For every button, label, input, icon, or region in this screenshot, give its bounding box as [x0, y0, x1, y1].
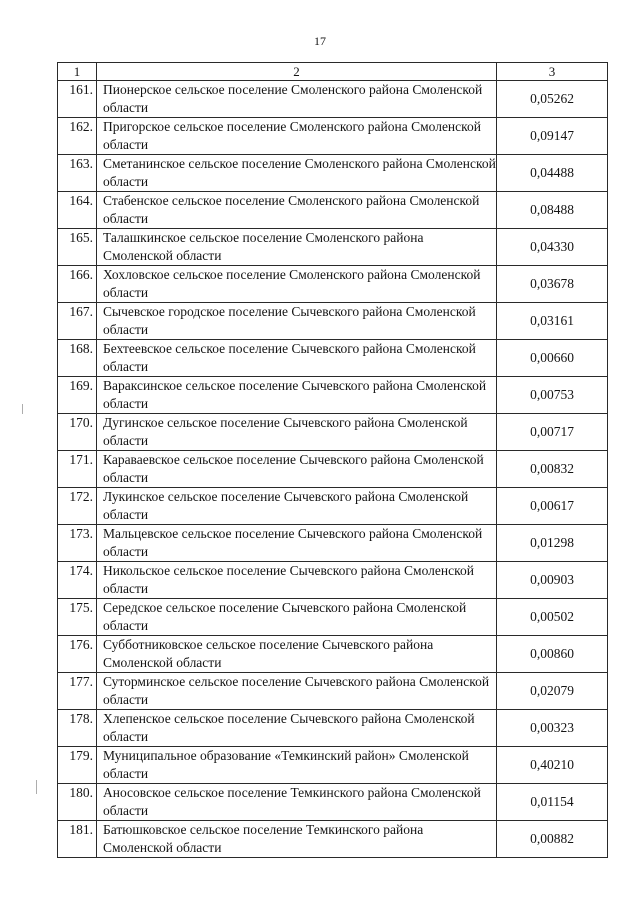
- settlement-name: Талашкинское сельское поселение Смоленского района Смоленской области: [97, 229, 497, 266]
- settlement-name: Хохловское сельское поселение Смоленского района Смоленской области: [97, 266, 497, 303]
- row-number: 178.: [58, 710, 97, 747]
- coefficient-value: 0,03161: [497, 303, 608, 340]
- coefficient-value: 0,00323: [497, 710, 608, 747]
- row-number: 181.: [58, 821, 97, 858]
- row-number: 162.: [58, 118, 97, 155]
- row-number: 167.: [58, 303, 97, 340]
- settlement-name: Караваевское сельское поселение Сычевского района Смоленской области: [97, 451, 497, 488]
- table-row: [58, 266, 608, 303]
- coefficient-value: 0,01298: [497, 525, 608, 562]
- settlement-name: Пригорское сельское поселение Смоленского района Смоленской области: [97, 118, 497, 155]
- row-number: 163.: [58, 155, 97, 192]
- coefficient-value: 0,00717: [497, 414, 608, 451]
- settlement-name: Бехтеевское сельское поселение Сычевского района Смоленской области: [97, 340, 497, 377]
- table-row: [58, 488, 608, 525]
- coefficient-value: 0,04330: [497, 229, 608, 266]
- page-number: 17: [314, 34, 326, 48]
- table-row: [58, 155, 608, 192]
- settlement-name: Суторминское сельское поселение Сычевского района Смоленской области: [97, 673, 497, 710]
- table-row: [58, 636, 608, 673]
- row-number: 168.: [58, 340, 97, 377]
- table-row: [58, 525, 608, 562]
- coefficient-value: 0,00617: [497, 488, 608, 525]
- coefficient-value: 0,00832: [497, 451, 608, 488]
- row-number: 179.: [58, 747, 97, 784]
- settlement-name: Мальцевское сельское поселение Сычевского района Смоленской области: [97, 525, 497, 562]
- row-number: 161.: [58, 81, 97, 118]
- column-header-number: 1: [58, 63, 97, 81]
- row-number: 175.: [58, 599, 97, 636]
- table-row: [58, 192, 608, 229]
- row-number: 169.: [58, 377, 97, 414]
- table-row: [58, 303, 608, 340]
- settlement-name: Батюшковское сельское поселение Темкинского района Смоленской области: [97, 821, 497, 858]
- coefficient-value: 0,02079: [497, 673, 608, 710]
- row-number: 166.: [58, 266, 97, 303]
- settlement-name: Лукинское сельское поселение Сычевского района Смоленской области: [97, 488, 497, 525]
- coefficient-value: 0,03678: [497, 266, 608, 303]
- table-header-row: [58, 63, 608, 81]
- settlement-name: Сметанинское сельское поселение Смоленского района Смоленской области: [97, 155, 497, 192]
- row-number: 165.: [58, 229, 97, 266]
- coefficient-value: 0,00860: [497, 636, 608, 673]
- row-number: 171.: [58, 451, 97, 488]
- settlement-name: Сычевское городское поселение Сычевского района Смоленской области: [97, 303, 497, 340]
- scan-mark: [36, 780, 37, 794]
- coefficient-value: 0,08488: [497, 192, 608, 229]
- row-number: 164.: [58, 192, 97, 229]
- row-number: 173.: [58, 525, 97, 562]
- row-number: 172.: [58, 488, 97, 525]
- table-row: [58, 377, 608, 414]
- table-row: [58, 451, 608, 488]
- settlement-name: Пионерское сельское поселение Смоленского района Смоленской области: [97, 81, 497, 118]
- column-header-value: 3: [497, 63, 608, 81]
- coefficient-value: 0,00882: [497, 821, 608, 858]
- table-row: [58, 414, 608, 451]
- settlement-name: Хлепенское сельское поселение Сычевского района Смоленской области: [97, 710, 497, 747]
- table-row: [58, 118, 608, 155]
- settlement-name: Аносовское сельское поселение Темкинского района Смоленской области: [97, 784, 497, 821]
- coefficient-value: 0,09147: [497, 118, 608, 155]
- settlement-name: Субботниковское сельское поселение Сычевского района Смоленской области: [97, 636, 497, 673]
- table-row: [58, 340, 608, 377]
- table-row: [58, 562, 608, 599]
- settlement-name: Стабенское сельское поселение Смоленского района Смоленской области: [97, 192, 497, 229]
- table-row: [58, 229, 608, 266]
- table-row: [58, 673, 608, 710]
- settlements-table: [57, 62, 608, 858]
- coefficient-value: 0,05262: [497, 81, 608, 118]
- row-number: 177.: [58, 673, 97, 710]
- coefficient-value: 0,00903: [497, 562, 608, 599]
- table-row: [58, 81, 608, 118]
- row-number: 180.: [58, 784, 97, 821]
- settlement-name: Вараксинское сельское поселение Сычевского района Смоленской области: [97, 377, 497, 414]
- settlement-name: Дугинское сельское поселение Сычевского района Смоленской области: [97, 414, 497, 451]
- table-row: [58, 599, 608, 636]
- row-number: 174.: [58, 562, 97, 599]
- table-body: [58, 81, 608, 858]
- scan-mark: [22, 404, 23, 414]
- column-header-name: 2: [97, 63, 497, 81]
- table-row: [58, 747, 608, 784]
- coefficient-value: 0,00753: [497, 377, 608, 414]
- table-row: [58, 784, 608, 821]
- table-row: [58, 710, 608, 747]
- coefficient-value: 0,00502: [497, 599, 608, 636]
- table-row: [58, 821, 608, 858]
- settlement-name: Середское сельское поселение Сычевского района Смоленской области: [97, 599, 497, 636]
- row-number: 170.: [58, 414, 97, 451]
- coefficient-value: 0,00660: [497, 340, 608, 377]
- settlement-name: Муниципальное образование «Темкинский район» Смоленской области: [97, 747, 497, 784]
- coefficient-value: 0,01154: [497, 784, 608, 821]
- row-number: 176.: [58, 636, 97, 673]
- coefficient-value: 0,40210: [497, 747, 608, 784]
- settlement-name: Никольское сельское поселение Сычевского района Смоленской области: [97, 562, 497, 599]
- coefficient-value: 0,04488: [497, 155, 608, 192]
